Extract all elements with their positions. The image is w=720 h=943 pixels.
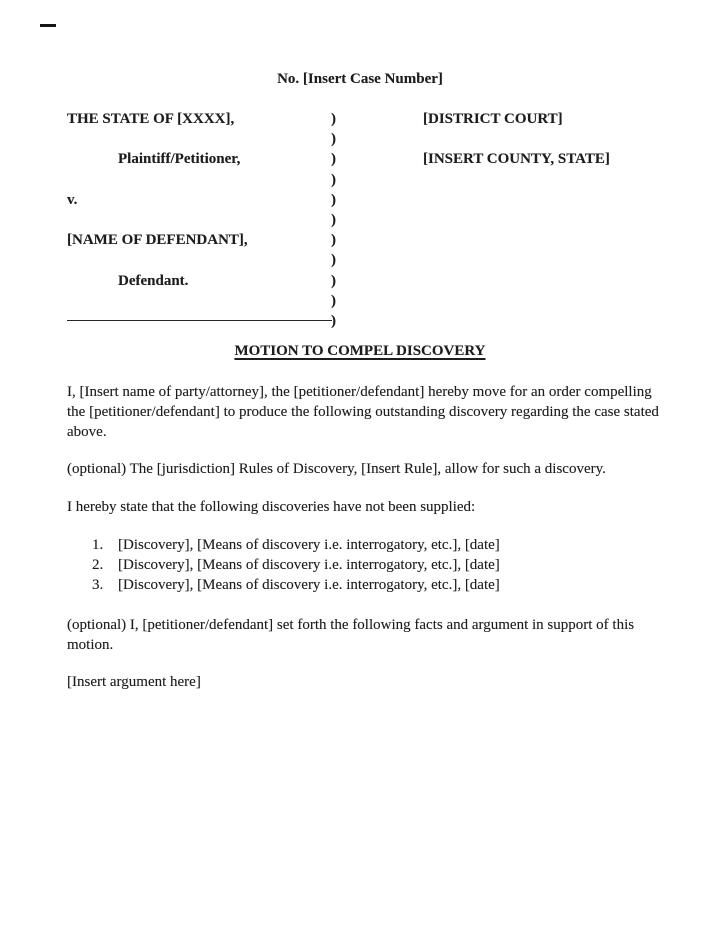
plaintiff-role-line: Plaintiff/Petitioner, xyxy=(118,151,241,167)
caption-paren: ) xyxy=(331,292,336,309)
caption-paren: ) xyxy=(331,171,336,188)
defendant-role-line: Defendant. xyxy=(118,273,189,289)
versus-line: v. xyxy=(67,192,78,208)
caption-paren: ) xyxy=(331,232,336,249)
case-number-line: No. [Insert Case Number] xyxy=(277,71,443,87)
caption-paren: ) xyxy=(331,151,336,168)
list-item-number: 3. xyxy=(92,577,104,594)
discovery-list xyxy=(67,535,659,596)
list-item xyxy=(67,555,659,575)
document-title: MOTION TO COMPEL DISCOVERY xyxy=(234,343,486,359)
paragraph-facts: (optional) I, [petitioner/defendant] set forth the following facts and argument in support of this motion. xyxy=(67,617,635,654)
caption-paren: ) xyxy=(331,252,336,269)
caption-paren: ) xyxy=(331,312,336,329)
signature-underline xyxy=(67,320,332,321)
list-item xyxy=(67,575,659,595)
list-item-number: 2. xyxy=(92,557,104,574)
paragraph-rules: (optional) The [jurisdiction] Rules of Discovery, [Insert Rule], allow for such a discovery. xyxy=(67,461,606,477)
list-item xyxy=(67,535,659,555)
list-item-number: 1. xyxy=(92,537,104,553)
scan-artifact-mark xyxy=(40,24,56,27)
list-item-text: [Discovery], [Means of discovery i.e. interrogatory, etc.], [date] xyxy=(118,577,500,594)
caption-paren: ) xyxy=(331,211,336,228)
paragraph-statement: I hereby state that the following discoveries have not been supplied: xyxy=(67,499,476,515)
caption-paren: ) xyxy=(331,111,336,127)
caption-paren: ) xyxy=(331,131,336,148)
court-name-line: [DISTRICT COURT] xyxy=(423,111,563,127)
caption-paren-column xyxy=(331,109,336,331)
caption-paren: ) xyxy=(331,272,336,289)
plaintiff-name-line: THE STATE OF [XXXX], xyxy=(67,111,235,127)
paragraph-intro: I, [Insert name of party/attorney], the [petitioner/defendant] hereby move for an order compelling the [petitioner/defendant] to produce the following outstanding discovery regarding the case stated above. xyxy=(67,384,659,441)
list-item-text: [Discovery], [Means of discovery i.e. interrogatory, etc.], [date] xyxy=(118,537,500,553)
county-state-line: [INSERT COUNTY, STATE] xyxy=(423,151,610,167)
list-item-text: [Discovery], [Means of discovery i.e. interrogatory, etc.], [date] xyxy=(118,557,500,574)
paragraph-argument: [Insert argument here] xyxy=(67,674,201,690)
caption-paren: ) xyxy=(331,191,336,208)
defendant-name-line: [NAME OF DEFENDANT], xyxy=(67,232,248,248)
